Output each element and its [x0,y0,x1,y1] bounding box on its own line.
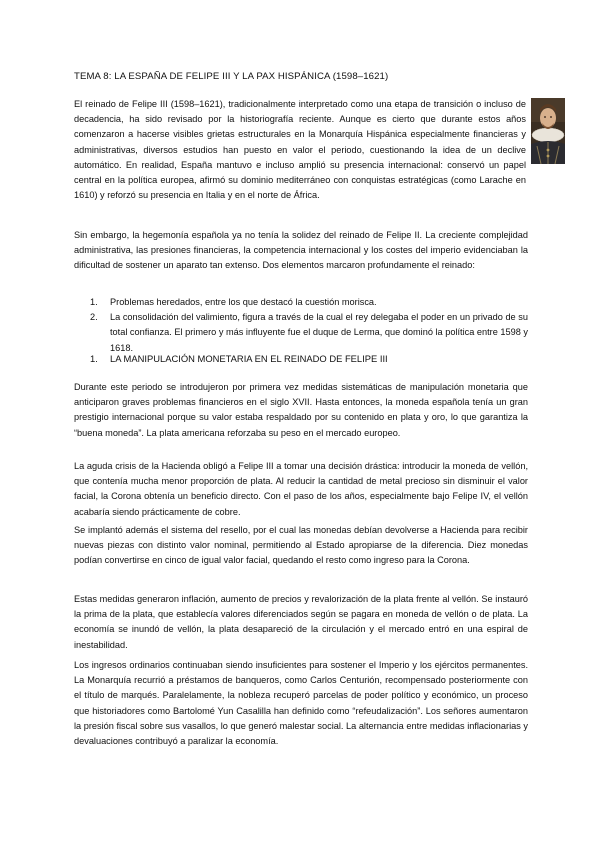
context-paragraph: Sin embargo, la hegemonía española ya no tenía la solidez del reinado de Felipe II. La creciente complejidad administrativa, las presiones financieras, la competencia internacional y los costes del imperio evidenciaban la dificultad de sostener un aparato tan extenso. Dos elementos marcaron profundamente el reinado: [74,230,528,271]
section-paragraph: Estas medidas generaron inflación, aumento de precios y revalorización de la plata frente al vellón. Se instauró la prima de la plata, que establecía valores diferenciados según se pagara en moneda de vellón o de plata. La economía se inundó de vellón, la plata desapareció de la circulación y el mercado entró en una espiral de inestabilidad. [74,594,528,650]
section-number: 1. [90,353,98,364]
key-elements-list [74,295,528,356]
section-paragraph: Durante este periodo se introdujeron por primera vez medidas sistemáticas de manipulación monetaria que anticiparon graves problemas financieros en el siglo XVII. Hasta entonces, la moneda española tenía un gran prestigio internacional porque su valor estaba respaldado por su contenido en plata y oro, lo que garantiza la “buena moneda”. La plata americana reforzaba su peso en el mercado europeo. [74,382,528,438]
portrait-icon [531,98,565,164]
list-item [74,310,528,356]
document-title: TEMA 8: LA ESPAÑA DE FELIPE III Y LA PAX HISPÁNICA (1598–1621) [74,71,389,82]
section-paragraph: Se implantó además el sistema del resello, por el cual las monedas debían devolverse a Hacienda para recibir nuevas piezas con distinto valor nominal, permitiendo al Estado apropiarse de la diferencia. Diez monedas podían convertirse en cinco de igual valor facial, quedando el resto como ingreso para la Corona. [74,525,528,566]
list-item-number: 2. [90,312,98,323]
list-item-text: Problemas heredados, entre los que destacó la cuestión morisca. [110,297,377,307]
list-item [74,295,528,310]
list-item-number: 1. [90,297,98,307]
list-item-text: La consolidación del valimiento, figura a través de la cual el rey delegaba el poder en un privado de su total confianza. El primero y más influyente fue el duque de Lerma, que dominó la política entre 1598 y 1618. [110,312,528,353]
section-paragraph: Los ingresos ordinarios continuaban siendo insuficientes para sostener el Imperio y los ejércitos permanentes. La Monarquía recurrió a préstamos de banqueros, como Carlos Centurión, recompensado posteriormente con el título de marqués. Paralelamente, la nobleza recuperó parcelas de poder político y económico, un proceso que historiadores como Bartolomé Yun Casalilla han definido como “refeudalización”. Los señores aumentaron la presión fiscal sobre sus vasallos, lo que generó malestar social. La alternancia entre medidas inflacionarias y devaluaciones contribuyó a paralizar la economía. [74,660,528,747]
section-paragraph: La aguda crisis de la Hacienda obligó a Felipe III a tomar una decisión drástica: introducir la moneda de vellón, que contenía mucha menor proporción de plata. Al reducir la cantidad de metal precioso sin disminuir el valor facial, la Corona obtenía un beneficio directo. Con el paso de los años, especialmente bajo Felipe IV, el vellón acabaría siendo prácticamente de cobre. [74,461,528,517]
intro-paragraph: El reinado de Felipe III (1598–1621), tradicionalmente interpretado como una etapa de transición o incluso de decadencia, ha sido revisado por la historiografía reciente. Aunque es cierto que durante estos años comenzaron a hacerse visibles grietas estructurales en la Monarquía Hispánica especialmente financieras y administrativas, diversos estudios han puesto en valor el periodo, cuestionando la idea de un declive automático. En realidad, España mantuvo e incluso amplió su presencia internacional: conservó un papel central en la política europea, afirmó su dominio mediterráneo con conquistas estratégicas (como Larache en 1610) y reforzó su presencia en Italia y en el norte de África. [74,99,526,201]
section-title: LA MANIPULACIÓN MONETARIA EN EL REINADO DE FELIPE III [110,353,388,364]
portrait-image [531,98,565,164]
